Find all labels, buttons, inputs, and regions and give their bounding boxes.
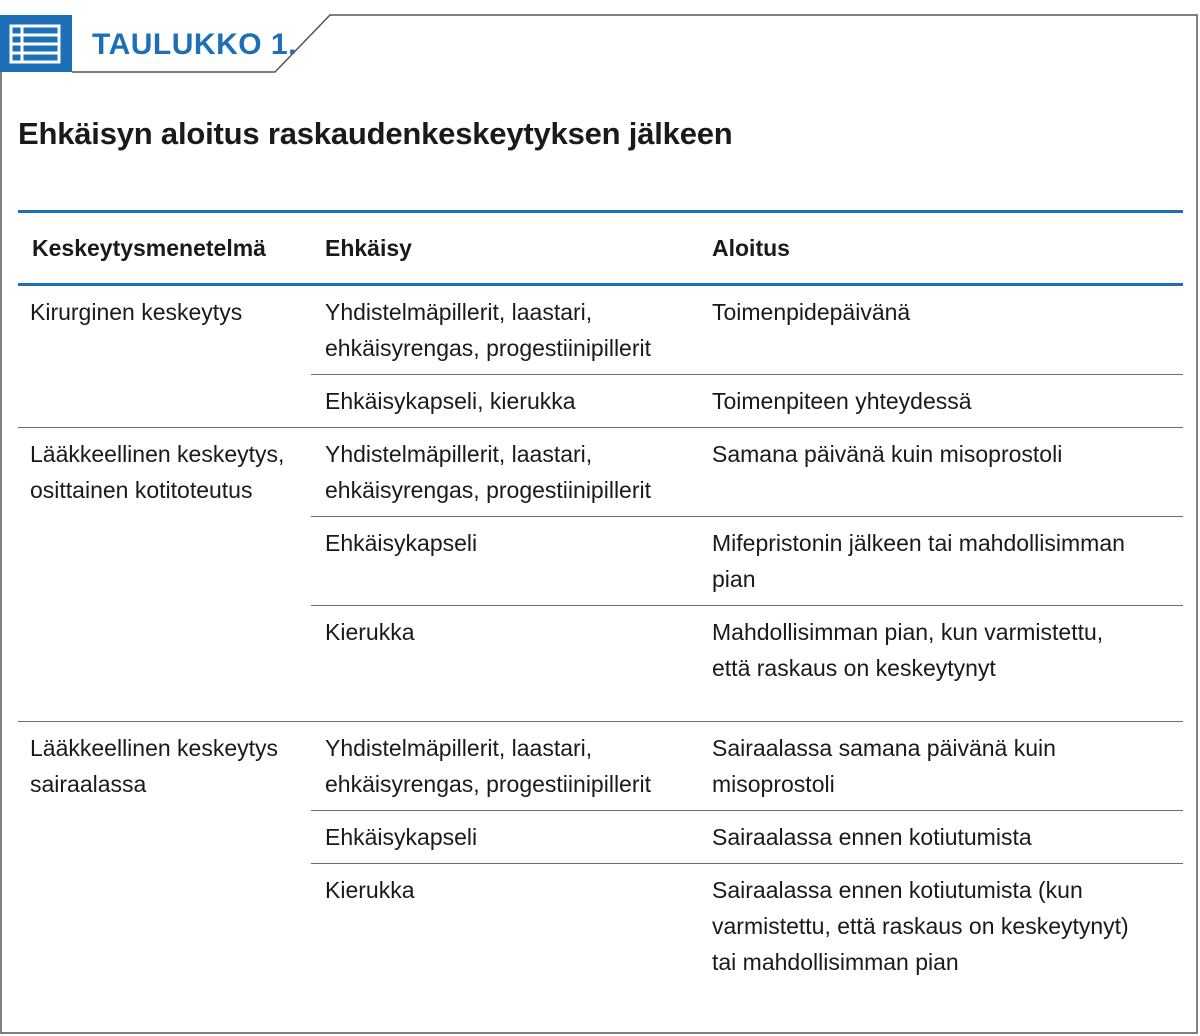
cell-text-line: Ehkäisykapseli, kierukka: [325, 388, 576, 414]
cell-text-line: ehkäisyrengas, progestiinipillerit: [325, 477, 651, 503]
cell-text-line: Lääkkeellinen keskeytys: [30, 735, 279, 761]
cell-text-line: Ehkäisykapseli: [325, 530, 478, 556]
cell-text-line: Sairaalassa samana päivänä kuin: [712, 735, 1056, 761]
cell-text-line: Samana päivänä kuin misoprostoli: [712, 441, 1063, 467]
cell-text-line: Sairaalassa ennen kotiutumista (kun: [712, 877, 1083, 903]
start-cell: [698, 375, 1183, 428]
cell-text-line: Yhdistelmäpillerit, laastari,: [325, 441, 593, 467]
table-row: [18, 375, 1183, 428]
cell-text-line: Mahdollisimman pian, kun varmistettu,: [712, 619, 1104, 645]
cell-text-line: ehkäisyrengas, progestiinipillerit: [325, 335, 651, 361]
contraception-cell: [311, 428, 698, 517]
cell-text-line: Ehkäisykapseli: [325, 824, 478, 850]
cell-text-line: Lääkkeellinen keskeytys,: [30, 441, 285, 467]
start-cell: [698, 722, 1183, 811]
cell-text-line: sairaalassa: [30, 771, 147, 797]
cell-text-line: varmistettu, että raskaus on keskeytynyt): [712, 913, 1129, 939]
contraception-cell: [311, 285, 698, 375]
table-row: [18, 864, 1183, 989]
table-row: [18, 722, 1183, 811]
cell-text-line: tai mahdollisimman pian: [712, 949, 959, 975]
column-header-start: Aloitus: [712, 235, 790, 261]
start-cell: [698, 606, 1183, 722]
table-row: [18, 428, 1183, 517]
cell-text-line: Yhdistelmäpillerit, laastari,: [325, 299, 593, 325]
table-row: [18, 811, 1183, 864]
contraception-table: [18, 210, 1183, 988]
table-label: TAULUKKO 1.: [92, 28, 297, 61]
method-cell: [18, 285, 311, 375]
start-cell: [698, 864, 1183, 989]
contraception-cell: [311, 811, 698, 864]
method-cell: [18, 606, 311, 722]
table-header-row: [18, 212, 1183, 285]
column-header-method: Keskeytysmenetelmä: [32, 235, 266, 261]
method-cell: [18, 811, 311, 864]
start-cell: [698, 428, 1183, 517]
start-cell: [698, 285, 1183, 375]
table-row: [18, 517, 1183, 606]
start-cell: [698, 811, 1183, 864]
contraception-cell: [311, 864, 698, 989]
cell-text-line: osittainen kotitoteutus: [30, 477, 253, 503]
cell-text-line: Toimenpidepäivänä: [712, 299, 911, 325]
table-row: [18, 606, 1183, 722]
cell-text-line: Toimenpiteen yhteydessä: [712, 388, 972, 414]
contraception-cell: [311, 375, 698, 428]
table-row: [18, 285, 1183, 375]
cell-text-line: ehkäisyrengas, progestiinipillerit: [325, 771, 651, 797]
cell-text-line: Yhdistelmäpillerit, laastari,: [325, 735, 593, 761]
method-cell: [18, 428, 311, 517]
cell-text-line: pian: [712, 566, 756, 592]
cell-text-line: Sairaalassa ennen kotiutumista: [712, 824, 1032, 850]
column-header-contraception: Ehkäisy: [325, 235, 412, 261]
method-cell: [18, 722, 311, 811]
contraception-cell: [311, 606, 698, 722]
table-title: Ehkäisyn aloitus raskaudenkeskeytyksen jälkeen: [18, 116, 733, 151]
cell-text-line: että raskaus on keskeytynyt: [712, 655, 996, 681]
contraception-cell: [311, 722, 698, 811]
cell-text-line: Kirurginen keskeytys: [30, 299, 243, 325]
method-cell: [18, 864, 311, 989]
table-list-icon: [0, 15, 72, 72]
cell-text-line: Kierukka: [325, 877, 415, 903]
cell-text-line: misoprostoli: [712, 771, 835, 797]
method-cell: [18, 375, 311, 428]
cell-text-line: Kierukka: [325, 619, 415, 645]
contraception-cell: [311, 517, 698, 606]
method-cell: [18, 517, 311, 606]
cell-text-line: Mifepristonin jälkeen tai mahdollisimman: [712, 530, 1125, 556]
start-cell: [698, 517, 1183, 606]
